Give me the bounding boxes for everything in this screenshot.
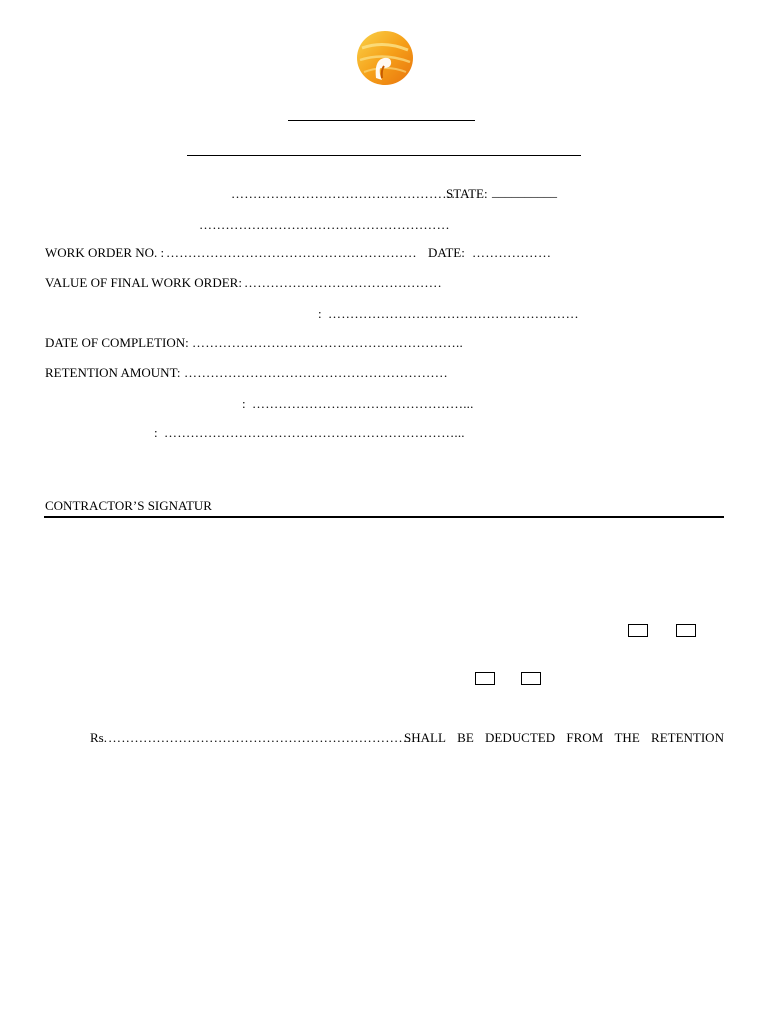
line10-field[interactable]: …………………………………………………………... bbox=[164, 425, 465, 440]
checkbox-no-2[interactable] bbox=[521, 672, 541, 685]
rs-label: Rs. bbox=[90, 730, 107, 745]
work-order-label: WORK ORDER NO. : bbox=[45, 245, 165, 260]
deduction-word: DEDUCTED bbox=[485, 730, 556, 745]
deduction-word: BE bbox=[457, 730, 474, 745]
line9-field[interactable]: …………………………………………... bbox=[252, 396, 474, 411]
company-flame-logo-icon bbox=[354, 28, 416, 88]
title-rule bbox=[288, 120, 475, 121]
completion-field[interactable]: …………………………………………………….. bbox=[192, 335, 463, 350]
work-order-field[interactable]: ………………………………………………… bbox=[166, 245, 417, 260]
checkbox-yes-2[interactable] bbox=[475, 672, 495, 685]
signature-label: CONTRACTOR’S SIGNATUR bbox=[45, 498, 212, 513]
value-label: VALUE OF FINAL WORK ORDER: bbox=[45, 275, 242, 290]
line2-field[interactable]: ………………………………………………… bbox=[199, 217, 450, 232]
line10-colon: : bbox=[154, 425, 158, 440]
value-field[interactable]: ……………………………………… bbox=[244, 275, 442, 290]
deduction-word: FROM bbox=[566, 730, 604, 745]
state-label: STATE: bbox=[446, 186, 488, 201]
checkbox-no-1[interactable] bbox=[676, 624, 696, 637]
deduction-text bbox=[404, 730, 724, 746]
state-leader-dots: …………………………………………… bbox=[231, 186, 456, 201]
deduction-word: SHALL bbox=[404, 730, 446, 745]
subtitle-rule bbox=[187, 155, 581, 156]
signature-rule bbox=[44, 516, 724, 518]
retention-field[interactable]: …………………………………………………… bbox=[184, 365, 448, 380]
state-field[interactable]: __________ bbox=[492, 184, 557, 199]
deduction-word: THE bbox=[614, 730, 640, 745]
date-field[interactable]: ……………… bbox=[472, 245, 552, 260]
checkbox-yes-1[interactable] bbox=[628, 624, 648, 637]
company-logo bbox=[354, 28, 416, 88]
line6-colon: : bbox=[318, 306, 322, 321]
rs-amount-field[interactable]: …………………………………………………………… bbox=[108, 730, 412, 745]
retention-label: RETENTION AMOUNT: bbox=[45, 365, 181, 380]
completion-label: DATE OF COMPLETION: bbox=[45, 335, 189, 350]
deduction-word: RETENTION bbox=[651, 730, 724, 745]
line6-field[interactable]: ………………………………………………… bbox=[328, 306, 579, 321]
line9-colon: : bbox=[242, 396, 246, 411]
date-label: DATE: bbox=[428, 245, 465, 260]
